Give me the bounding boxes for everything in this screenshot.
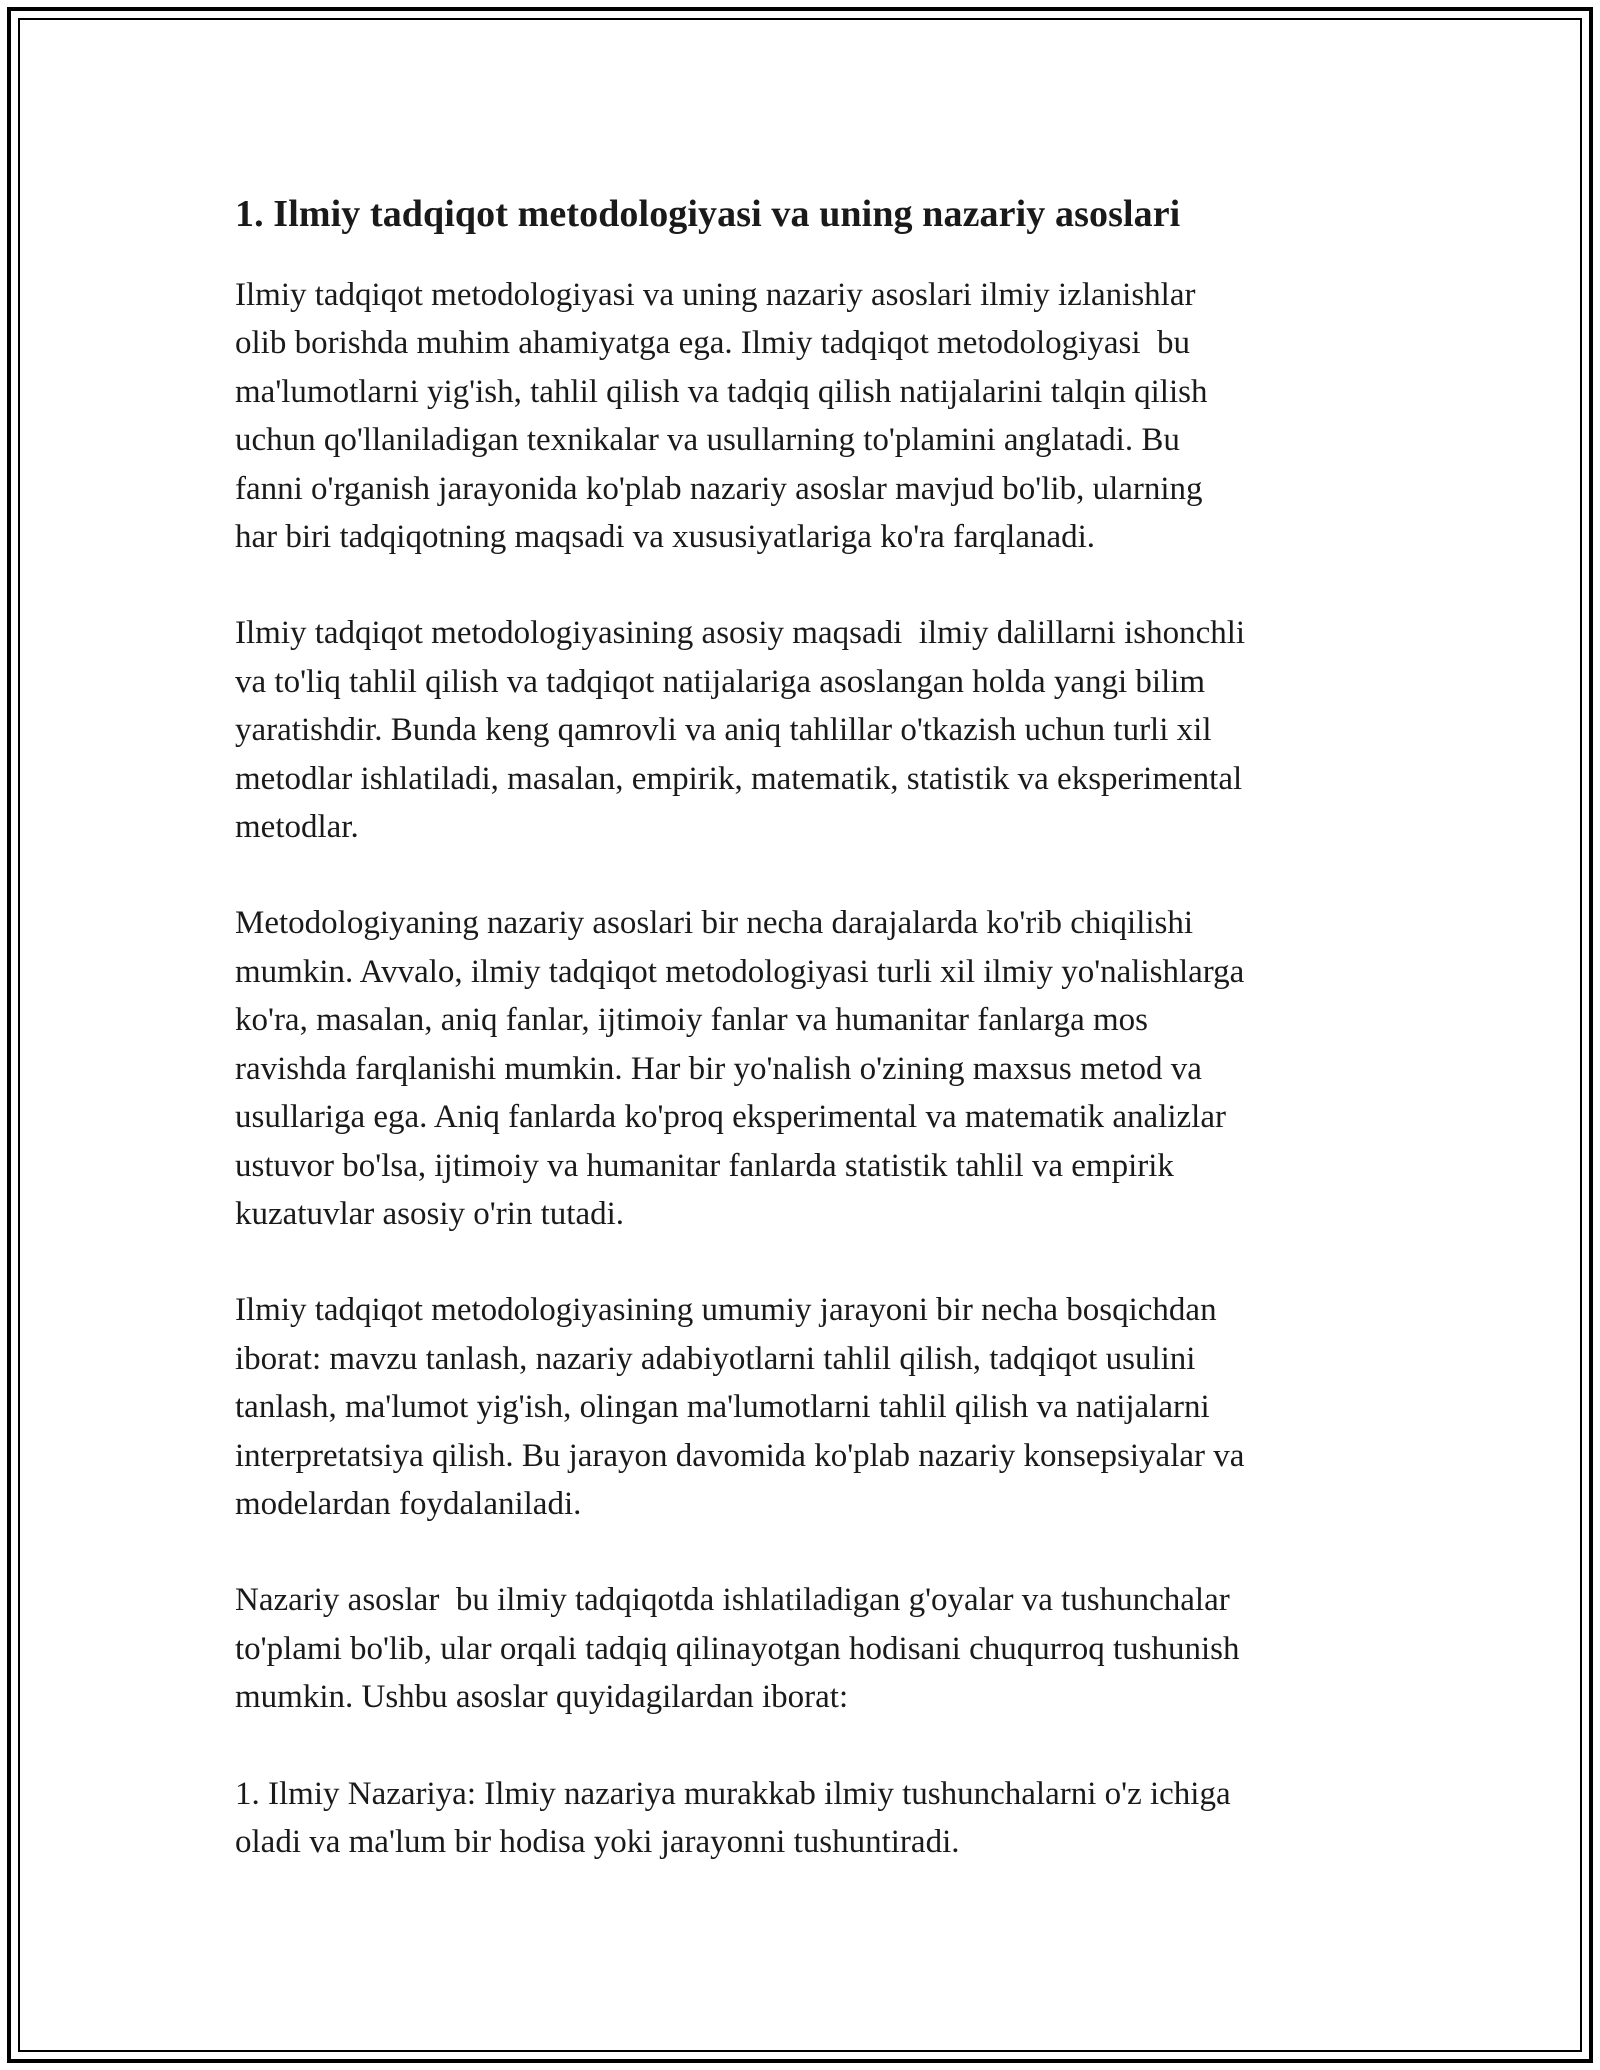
- list-item-1: 1. Ilmiy Nazariya: Ilmiy nazariya murakkab ilmiy tushunchalarni o'z ichiga oladi va ma'lum bir hodisa yoki jarayonni tushuntiradi.: [235, 1775, 1231, 1860]
- paragraph-4: Ilmiy tadqiqot metodologiyasining umumiy jarayoni bir necha bosqichdan iborat: mavzu tanlash, nazariy adabiyotlarni tahlil qilish, tadqiqot usulini tanlash, ma'lumot yig'ish, olingan ma'lumotlarni tahlil qilish va natijalarni interpretatsiya qilish. Bu jarayon davomida ko'plab nazariy konsepsiyalar va modelardan foydalaniladi.: [235, 1292, 1245, 1522]
- paragraph-5: Nazariy asoslar bu ilmiy tadqiqotda ishlatiladigan g'oyalar va tushunchalar to'plami bo'lib, ular orqali tadqiq qilinayotgan hodisani chuqurroq tushunish mumkin. Ushbu asoslar quyidagilardan iborat:: [235, 1582, 1240, 1716]
- document-body: [235, 186, 1385, 1866]
- paragraph-1: Ilmiy tadqiqot metodologiyasi va uning nazariy asoslari ilmiy izlanishlar olib borishda muhim ahamiyatga ega. Ilmiy tadqiqot metodologiyasi bu ma'lumotlarni yig'ish, tahlil qilish va tadqiq qilish natijalarini talqin qilish uchun qo'llaniladigan texnikalar va usullarning to'plamini anglatadi. Bu fanni o'rganish jarayonida ko'plab nazariy asoslar mavjud bo'lib, ularning har biri tadqiqotning maqsadi va xususiyatlariga ko'ra farqlanadi.: [235, 277, 1208, 556]
- paragraph-2: Ilmiy tadqiqot metodologiyasining asosiy maqsadi ilmiy dalillarni ishonchli va to'liq tahlil qilish va tadqiqot natijalariga asoslangan holda yangi bilim yaratishdir. Bunda keng qamrovli va aniq tahlillar o'tkazish uchun turli xil metodlar ishlatiladi, masalan, empirik, matematik, statistik va eksperimental metodlar.: [235, 615, 1246, 846]
- section-heading: 1. Ilmiy tadqiqot metodologiyasi va uning nazariy asoslari: [235, 193, 1181, 235]
- paragraph-3: Metodologiyaning nazariy asoslari bir necha darajalarda ko'rib chiqilishi mumkin. Avvalo, ilmiy tadqiqot metodologiyasi turli xil ilmiy yo'nalishlarga ko'ra, masalan, aniq fanlar, ijtimoiy fanlar va humanitar fanlarga mos ravishda farqlanishi mumkin. Har bir yo'nalish o'zining maxsus metod va usullariga ega. Aniq fanlarda ko'proq eksperimental va matematik analizlar ustuvor bo'lsa, ijtimoiy va humanitar fanlarda statistik tahlil va empirik kuzatuvlar asosiy o'rin tutadi.: [235, 905, 1245, 1232]
